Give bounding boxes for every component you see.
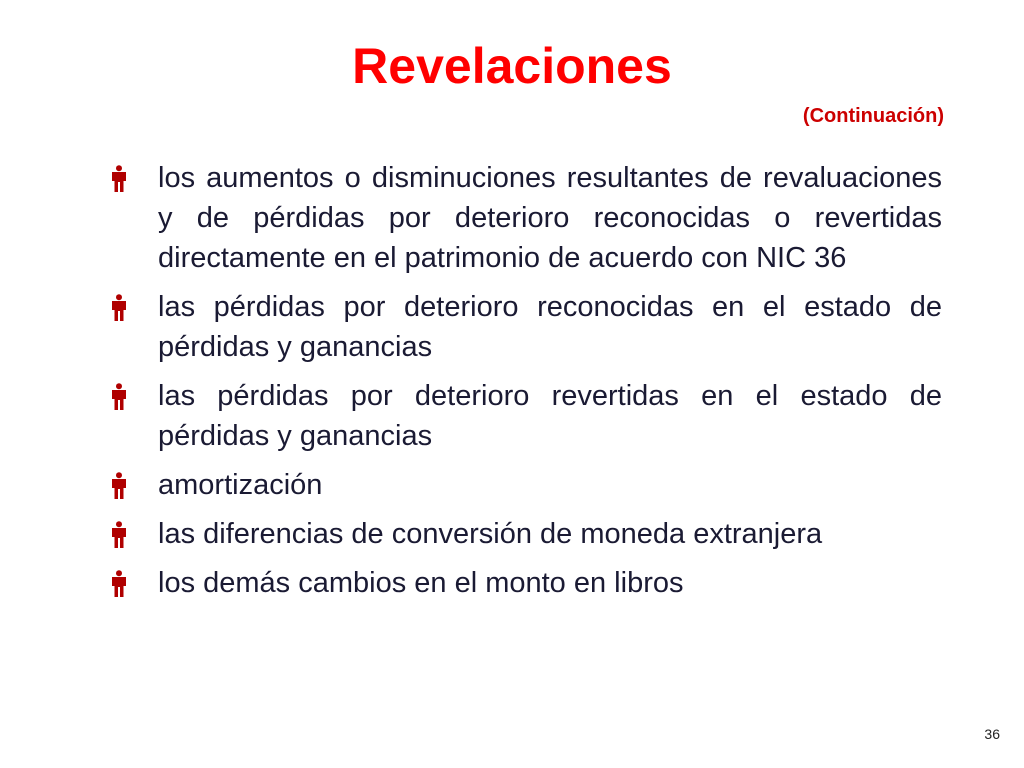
- bullet-item: [108, 376, 942, 456]
- person-icon: [108, 383, 130, 411]
- bullet-text: las diferencias de conversión de moneda extranjera: [158, 518, 823, 550]
- person-icon: [108, 570, 130, 598]
- bullet-item: [108, 158, 942, 278]
- slide-subtitle: (Continuación): [802, 105, 944, 127]
- bullet-item: [108, 287, 942, 367]
- person-icon: [108, 165, 130, 193]
- person-icon: [108, 294, 130, 322]
- bullet-item: [108, 514, 942, 554]
- person-icon: [108, 521, 130, 549]
- bullet-text: los demás cambios en el monto en libros: [158, 567, 684, 599]
- page-number: 36: [984, 726, 1000, 742]
- bullet-text: amortización: [158, 469, 323, 501]
- bullet-text: las pérdidas por deterioro reconocidas en el estado de pérdidas y ganancias: [158, 291, 942, 363]
- bullet-item: [108, 563, 942, 603]
- bullet-item: [108, 465, 942, 505]
- person-icon: [108, 472, 130, 500]
- bullet-text: los aumentos o disminuciones resultantes de revaluaciones y de pérdidas por deterioro reconocidas o revertidas directamente en el patrimonio de acuerdo con NIC 36: [158, 162, 942, 274]
- bullet-text: las pérdidas por deterioro revertidas en el estado de pérdidas y ganancias: [158, 380, 942, 452]
- bullet-list: [108, 158, 942, 603]
- slide-title: Revelaciones: [352, 38, 672, 94]
